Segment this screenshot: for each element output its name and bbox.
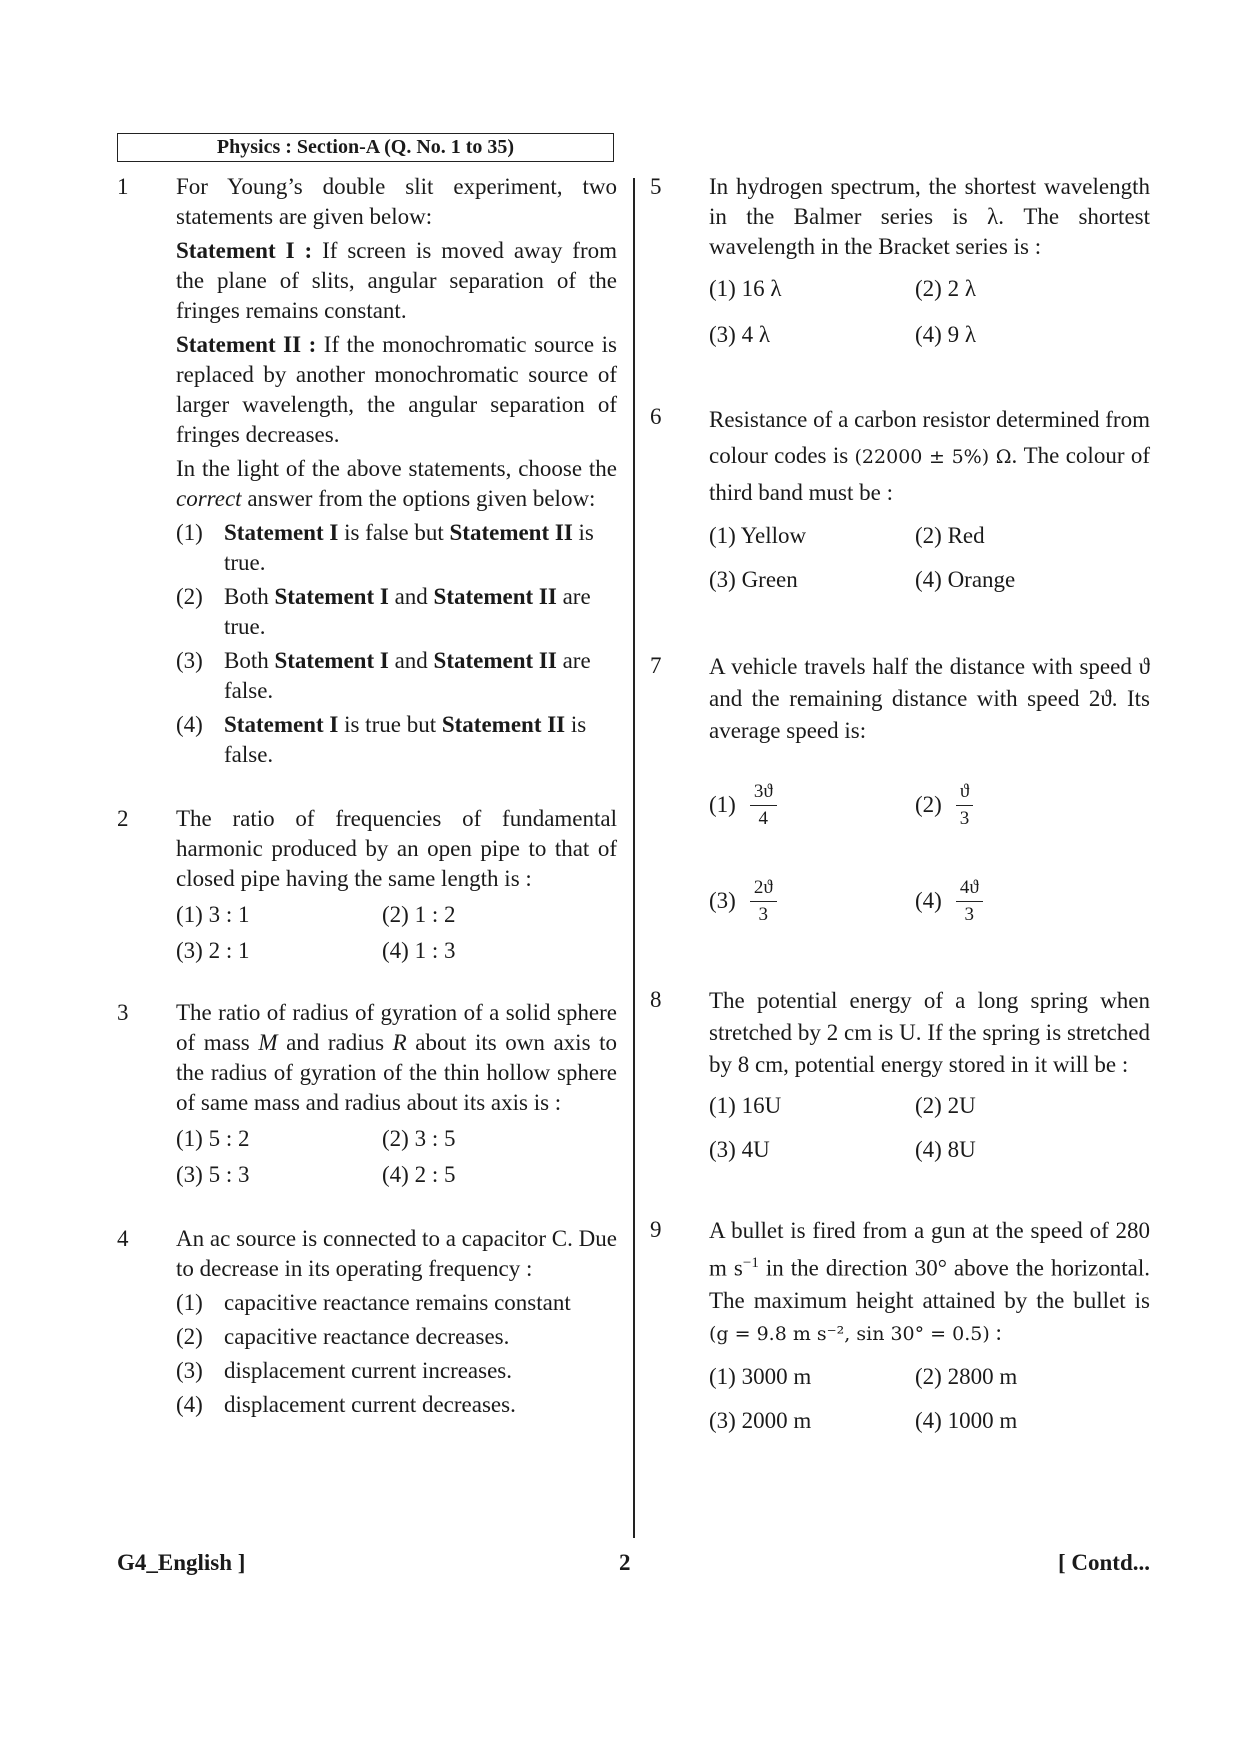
question-1 <box>117 172 617 770</box>
option-4[interactable]: (4) Statement I is true but Statement II is false. <box>176 712 587 767</box>
statement-1-text: If screen is moved away from the plane of slits, angular separation of the fringes remains constant. <box>176 238 618 323</box>
option-4[interactable]: (4) $\frac{4ϑ}{3}$ <box>915 853 1121 949</box>
options <box>709 1362 1150 1436</box>
right-column <box>650 172 1150 1436</box>
option-1[interactable]: (1) 16 λ <box>709 276 782 301</box>
question-stem: A bullet is fired from a gun at the speed of 280 m $s^{-1}$ in the direction 30° above the horizontal. The maximum height attained by the bullet is (g = 9.8 m s⁻², sin 30° = 0.5) : <box>709 1218 1150 1345</box>
question-number: 8 <box>650 987 662 1012</box>
option-4[interactable]: (4) displacement current decreases. <box>176 1392 516 1417</box>
question-number: 9 <box>650 1217 662 1242</box>
instruction: In the light of the above statements, choose the correct answer from the options given below: <box>176 456 617 511</box>
option-1[interactable]: (1) capacitive reactance remains constant <box>176 1290 571 1315</box>
option-1[interactable]: (1) Yellow <box>709 523 807 548</box>
statement-1 <box>176 236 617 326</box>
option-1[interactable]: (1) 5 : 2 <box>176 1126 250 1151</box>
question-number: 6 <box>650 404 662 429</box>
statement-2 <box>176 330 617 450</box>
question-8 <box>650 985 1150 1165</box>
option-4[interactable]: (4) 2 : 5 <box>382 1162 456 1187</box>
option-3[interactable]: (3) Green <box>709 567 798 592</box>
option-2[interactable]: (2) 2 λ <box>915 276 976 301</box>
option-1[interactable]: (1) 3 : 1 <box>176 902 250 927</box>
option-2[interactable]: (2) $\frac{ϑ}{3}$ <box>915 757 1121 853</box>
question-3 <box>117 998 617 1190</box>
fraction: $\frac{2ϑ}{3}$ <box>750 877 777 926</box>
option-3[interactable]: (3) 2000 m <box>709 1407 812 1433</box>
statement-2-text: If the monochromatic source is replaced by another monochromatic source of larger wavelength, the angular separation of fringes decreases. <box>176 332 618 447</box>
option-3[interactable]: (3) 4 λ <box>709 322 770 347</box>
question-7 <box>650 651 1150 949</box>
question-6 <box>650 402 1150 595</box>
option-4[interactable]: (4) 8U <box>915 1137 976 1162</box>
question-stem: An ac source is connected to a capacitor C. Due to decrease in its operating frequency : <box>176 1226 617 1281</box>
options <box>709 757 1150 949</box>
page-footer <box>117 1550 1150 1586</box>
fraction: $\frac{ϑ}{3}$ <box>956 781 973 830</box>
statement-1-label: Statement I : <box>176 238 313 263</box>
question-stem: For Young’s double slit experiment, two statements are given below: <box>176 174 617 229</box>
option-4[interactable]: (4) Orange <box>915 567 1016 592</box>
option-2[interactable]: (2) 2800 m <box>915 1363 1018 1389</box>
option-2[interactable]: (2) Both Statement I and Statement II are true. <box>176 584 591 639</box>
options <box>709 521 1150 595</box>
option-3[interactable]: (3) 5 : 3 <box>176 1162 250 1187</box>
left-column <box>117 172 617 1420</box>
question-2 <box>117 804 617 966</box>
option-2[interactable]: (2) capacitive reactance decreases. <box>176 1324 510 1349</box>
page-number: 2 <box>619 1550 631 1575</box>
option-3[interactable]: (3) 2 : 1 <box>176 938 250 963</box>
option-3[interactable]: (3) Both Statement I and Statement II are false. <box>176 648 591 703</box>
section-title: Physics : Section-A (Q. No. 1 to 35) <box>117 133 614 162</box>
options <box>709 1091 1150 1165</box>
question-stem: A vehicle travels half the distance with speed ϑ and the remaining distance with speed 2ϑ. Its average speed is: <box>709 654 1150 743</box>
question-number: 2 <box>117 806 129 831</box>
option-3[interactable]: (3) 4U <box>709 1137 770 1162</box>
option-1[interactable]: (1) 16U <box>709 1093 782 1118</box>
question-9 <box>650 1215 1150 1436</box>
column-divider <box>633 178 635 1538</box>
question-5 <box>650 172 1150 350</box>
question-stem: Resistance of a carbon resistor determined from colour codes is (22000 ± 5%) Ω. The colour of third band must be : <box>709 407 1150 505</box>
option-1[interactable]: (1) Statement I is false but Statement II is true. <box>176 520 594 575</box>
question-4 <box>117 1224 617 1420</box>
question-number: 5 <box>650 174 662 199</box>
statement-2-label: Statement II : <box>176 332 317 357</box>
paper-code: G4_English ] <box>117 1550 246 1575</box>
option-4[interactable]: (4) 9 λ <box>915 322 976 347</box>
options <box>709 274 1150 350</box>
option-3[interactable]: (3) $\frac{2ϑ}{3}$ <box>709 853 915 949</box>
option-4[interactable]: (4) 1000 m <box>915 1407 1018 1433</box>
option-2[interactable]: (2) Red <box>915 523 985 548</box>
question-stem: In hydrogen spectrum, the shortest wavelength in the Balmer series is λ. The shortest wavelength in the Bracket series is : <box>709 174 1150 259</box>
option-2[interactable]: (2) 3 : 5 <box>382 1126 456 1151</box>
options <box>176 900 617 966</box>
question-number: 1 <box>117 174 129 199</box>
option-2[interactable]: (2) 2U <box>915 1093 976 1118</box>
option-1[interactable]: (1) 3000 m <box>709 1363 812 1389</box>
question-number: 7 <box>650 653 662 678</box>
option-2[interactable]: (2) 1 : 2 <box>382 902 456 927</box>
question-stem: The ratio of radius of gyration of a solid sphere of mass M and radius R about its own axis to the radius of gyration of the thin hollow sphere of same mass and radius about its axis is : <box>176 1000 617 1115</box>
option-3[interactable]: (3) displacement current increases. <box>176 1358 513 1383</box>
continued-note: [ Contd... <box>1057 1550 1150 1575</box>
option-1[interactable]: (1) $\frac{3ϑ}{4}$ <box>709 757 915 853</box>
question-stem: The ratio of frequencies of fundamental harmonic produced by an open pipe to that of closed pipe having the same length is : <box>176 806 617 891</box>
fraction: $\frac{4ϑ}{3}$ <box>956 877 983 926</box>
question-stem: The potential energy of a long spring when stretched by 2 cm is U. If the spring is stretched by 8 cm, potential energy stored in it will be : <box>709 988 1150 1077</box>
question-number: 3 <box>117 1000 129 1025</box>
fraction: $\frac{3ϑ}{4}$ <box>750 781 777 830</box>
options <box>176 1124 617 1190</box>
question-number: 4 <box>117 1226 129 1251</box>
option-4[interactable]: (4) 1 : 3 <box>382 938 456 963</box>
